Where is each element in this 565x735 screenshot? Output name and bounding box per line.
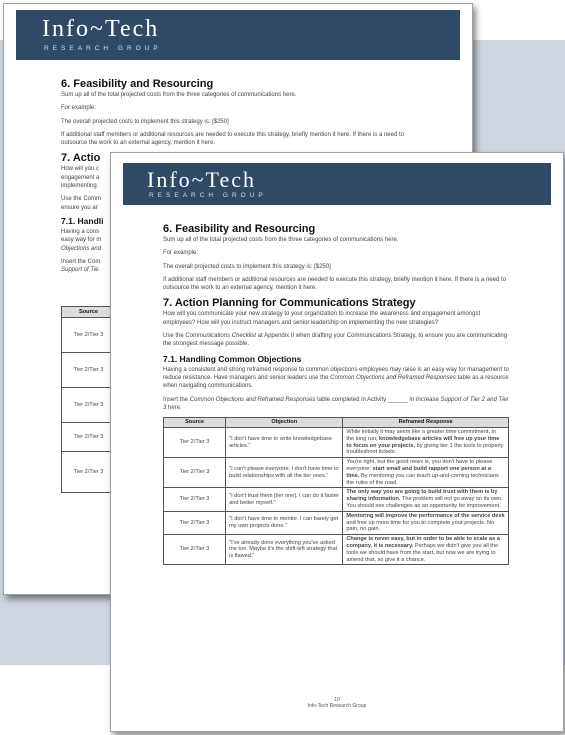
table-cell-objection: "I don't have time to mentor. I can barely get my own projects done." <box>226 511 343 534</box>
table-header-source: Source <box>61 306 116 318</box>
text-run: at Appendix II when drafting your Communications Strategy, to ensure you are communicating the strongest message possible. <box>163 333 508 348</box>
table-cell-response <box>343 427 509 457</box>
section-6-intro: Sum up all of the total projected costs from the three categories of communications here. <box>61 92 297 98</box>
example-label: For example: <box>163 250 199 257</box>
partial-line: easy way for m <box>61 237 102 244</box>
logo-tagline: RESEARCH GROUP <box>149 192 267 199</box>
text-run: By mentoring you can teach up-and-coming technicians the rules of the road. <box>346 472 499 486</box>
partial-line: engagement a <box>61 174 100 181</box>
table-cell-source: Tier 2/Tier 3 <box>61 318 116 353</box>
text-run: Insert the <box>163 396 190 403</box>
example-label: For example: <box>61 105 97 112</box>
text-run: While initially it may seem like a greater time commitment, in the long run, <box>346 428 496 442</box>
partial-line: Support of Tie <box>61 267 99 274</box>
table-cell-source: Tier 2/Tier 3 <box>164 458 226 488</box>
table-reference: Common Objections and Reframed Responses <box>330 374 456 381</box>
text-run: Having a consistent and strong reframed response to common objections employees may raise is an easy way for management to reduce resistance. Have managers and senior leaders use the <box>163 366 509 381</box>
page-number: 10 <box>334 697 340 703</box>
text-run: table as a resource when navigating communications. <box>163 374 509 390</box>
partial-line: ensure you ar <box>61 204 98 211</box>
text-run: Use the <box>163 333 186 340</box>
section-6-heading: 6. Feasibility and Resourcing <box>61 78 214 90</box>
table-cell-source: Tier 2/Tier 3 <box>61 452 116 493</box>
checklist-paragraph <box>163 332 509 349</box>
text-run: table completed in Activity ______ in <box>315 396 416 403</box>
table-cell-response <box>343 458 509 488</box>
insert-paragraph <box>163 396 509 413</box>
table-row <box>164 511 509 534</box>
table-header-source: Source <box>164 418 226 428</box>
section-7-heading-partial: 7. Actio <box>61 152 101 165</box>
example-text: The overall projected costs to implement this strategy is: [$250] <box>61 118 229 125</box>
objections-table <box>163 417 509 565</box>
table-cell-response <box>343 535 509 565</box>
document-page-front <box>110 152 564 732</box>
header-banner <box>123 163 551 205</box>
text-run-bold: Mentoring will improve the performance of the service desk <box>346 512 505 519</box>
table-reference: Common Objections and Reframed Responses <box>189 396 316 403</box>
objections-table-partial <box>61 306 116 493</box>
table-row <box>164 427 509 457</box>
text-run-bold: start small and build rapport one person at a time. <box>346 465 491 479</box>
text-run: and free up more time for you to complete your projects. No pain, no gain. <box>346 519 495 533</box>
text-run: Perhaps we didn't give you all the tools we should have from the start, but now we are trying to amend that, so give it a chance. <box>346 542 499 563</box>
table-header-response: Reframed Response <box>343 418 509 428</box>
infotech-logo: Info~Tech <box>42 16 160 42</box>
text-run-bold: The only way you are going to build trust with them is by sharing information. <box>346 489 498 503</box>
text-run-bold: Change is never easy, but in order to be able to scale as a company, it is necessary. <box>346 536 500 549</box>
table-row <box>164 458 509 488</box>
text-run: You're right, but the good news is, you don't have to please everyone: <box>346 459 493 472</box>
section-71-heading: 7.1. Handling Common Objections <box>163 353 302 364</box>
example-text: The overall projected costs to implement this strategy is: [$250] <box>163 263 331 270</box>
partial-line: implementing <box>61 183 97 190</box>
text-run: The problem will not go away on its own. You should see challenges as an opportunity for improvement. <box>346 496 503 509</box>
footer-org: Info-Tech Research Group <box>307 703 367 709</box>
table-cell-objection: "I don't trust them [tier one]. I can do it faster and better myself." <box>226 488 343 511</box>
section-7-intro: How will you communicate your new strategy to your organization to increase the awareness and engagement amongst employees? How will you instruct managers and senior leadership on implementing the new strategies? <box>163 311 481 326</box>
table-cell-response <box>343 511 509 534</box>
table-cell-source: Tier 2/Tier 3 <box>61 423 116 452</box>
partial-line: How will you c <box>61 166 100 173</box>
table-cell-source: Tier 2/Tier 3 <box>164 427 226 457</box>
table-row <box>164 488 509 511</box>
table-cell-source: Tier 2/Tier 3 <box>61 388 116 423</box>
partial-line: Use the Comm <box>61 196 102 203</box>
section-71-heading-partial: 7.1. Handli <box>61 215 104 226</box>
table-cell-response <box>343 488 509 511</box>
table-cell-objection: "I've already done everything you've asked me too. Maybe it's the shift-left strategy that is flawed." <box>226 535 343 565</box>
page-footer <box>111 697 563 709</box>
table-cell-objection: "I can't please everyone; I don't have time to build relationships with all the tier ones." <box>226 458 343 488</box>
section-6-intro: Sum up all of the total projected costs from the three categories of communications here. <box>163 237 399 243</box>
table-header-row <box>164 418 509 428</box>
table-row <box>164 535 509 565</box>
staff-note: If additional staff members or additional resources are needed to execute this strategy, briefly mention it here. If there is a need to outsource the work to an external agency, mention it here. <box>163 276 506 292</box>
section-7-heading: 7. Action Planning for Communications Strategy <box>163 297 416 310</box>
page-content <box>163 219 509 565</box>
logo-tagline: RESEARCH GROUP <box>44 45 162 52</box>
partial-line: Having a cons <box>61 228 100 235</box>
header-banner <box>16 10 460 60</box>
table-cell-source: Tier 2/Tier 3 <box>164 488 226 511</box>
infotech-logo: Info~Tech <box>147 167 256 192</box>
table-cell-source: Tier 2/Tier 3 <box>164 535 226 565</box>
staff-note: If additional staff members or additional resources are needed to execute this strategy, briefly mention it here. If there is a need to outsource the work to an external agency, mention it here. <box>61 131 404 147</box>
partial-line: Objections and <box>61 245 102 252</box>
activity-reference: Increase Support of Tier 2 and Tier 3 <box>163 396 509 411</box>
text-run: here. <box>166 404 182 411</box>
checklist-reference: Communications Checklist <box>185 333 257 340</box>
objections-paragraph <box>163 366 509 391</box>
table-header-objection: Objection <box>226 418 343 428</box>
section-6-heading: 6. Feasibility and Resourcing <box>163 223 316 235</box>
text-run-bold: knowledgebase articles will free up your time to focus on your projects, <box>346 435 500 449</box>
table-cell-source: Tier 2/Tier 3 <box>164 511 226 534</box>
partial-line: Insert the Com <box>61 258 101 265</box>
table-cell-source: Tier 2/Tier 3 <box>61 353 116 388</box>
table-cell-objection: "I don't have time to write knowledgebase articles." <box>226 427 343 457</box>
text-run: by giving tier 1 the tools to properly troubleshoot tickets. <box>346 442 504 456</box>
